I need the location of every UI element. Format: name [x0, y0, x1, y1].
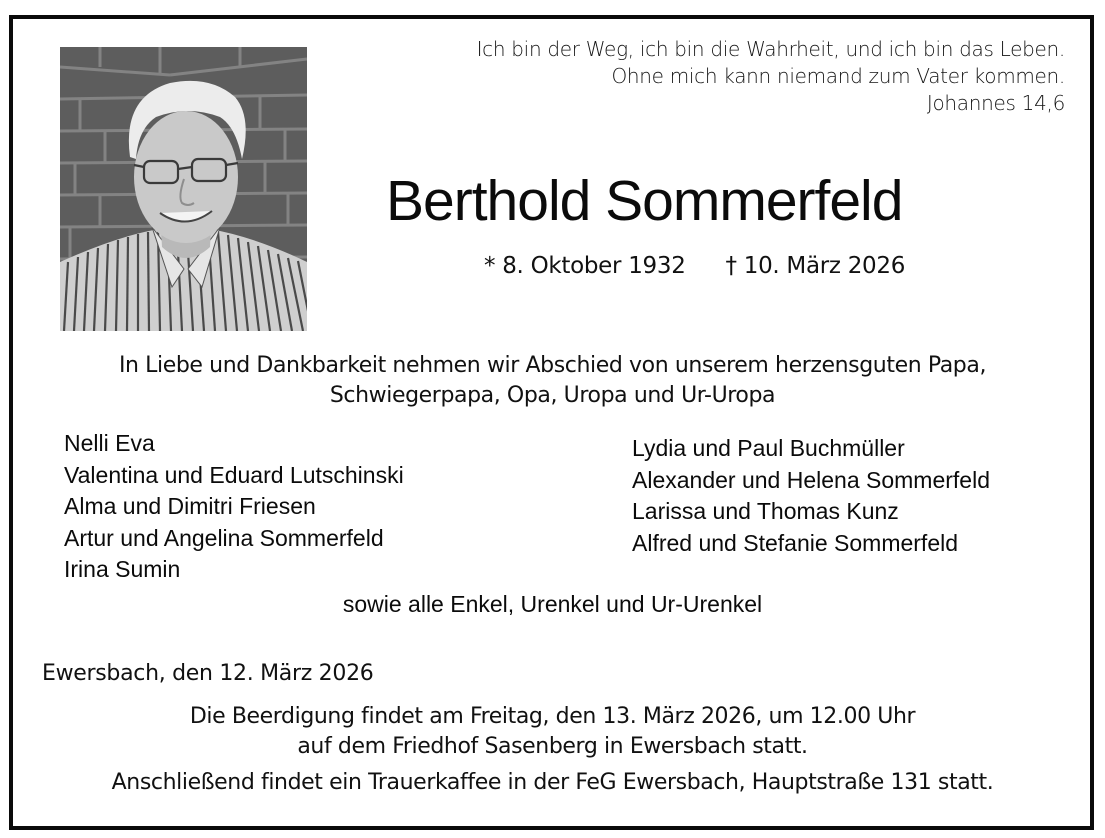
birth-date: * 8. Oktober 1932 — [484, 253, 686, 279]
portrait-photo — [60, 47, 307, 331]
place-and-date: Ewersbach, den 12. März 2026 — [42, 661, 374, 686]
funeral-line: auf dem Friedhof Sasenberg in Ewersbach statt. — [297, 734, 808, 759]
life-dates — [484, 251, 905, 281]
mourner-entry: Alexander und Helena Sommerfeld — [632, 466, 990, 493]
farewell-text — [40, 351, 1065, 411]
reception-info: Anschließend findet ein Trauerkaffee in der FeG Ewersbach, Hauptstraße 131 statt. — [111, 770, 994, 795]
mourners-right-column — [632, 433, 990, 559]
mourner-entry: Artur und Angelina Sommerfeld — [64, 524, 384, 551]
mourner-entry: Lydia und Paul Buchmüller — [632, 435, 905, 461]
verse-reference: Johannes 14,6 — [926, 91, 1065, 115]
mourner-entry: Irina Sumin — [64, 556, 181, 582]
mourner-entry: Larissa und Thomas Kunz — [632, 498, 899, 524]
mourner-entry: Alma und Dimitri Friesen — [64, 493, 316, 519]
portrait-image — [60, 47, 307, 331]
grandchildren-line: sowie alle Enkel, Urenkel und Ur-Urenkel — [342, 591, 763, 617]
funeral-line: Die Beerdigung findet am Freitag, den 13. März 2026, um 12.00 Uhr — [189, 704, 916, 729]
mourner-entry: Nelli Eva — [64, 430, 155, 456]
mourner-entry: Alfred und Stefanie Sommerfeld — [632, 529, 959, 556]
mourner-entry: Valentina und Eduard Lutschinski — [64, 461, 404, 488]
death-date: † 10. März 2026 — [725, 253, 906, 279]
farewell-line: Schwiegerpapa, Opa, Uropa und Ur-Uropa — [329, 383, 776, 408]
farewell-line: In Liebe und Dankbarkeit nehmen wir Abschied von unserem herzensguten Papa, — [118, 353, 987, 378]
bible-verse — [477, 36, 1065, 117]
verse-line: Ich bin der Weg, ich bin die Wahrheit, und ich bin das Leben. — [476, 37, 1065, 61]
funeral-info — [0, 702, 1105, 762]
deceased-name: Berthold Sommerfeld — [386, 169, 903, 233]
mourners-left-column — [64, 428, 404, 586]
verse-line: Ohne mich kann niemand zum Vater kommen. — [611, 64, 1065, 88]
